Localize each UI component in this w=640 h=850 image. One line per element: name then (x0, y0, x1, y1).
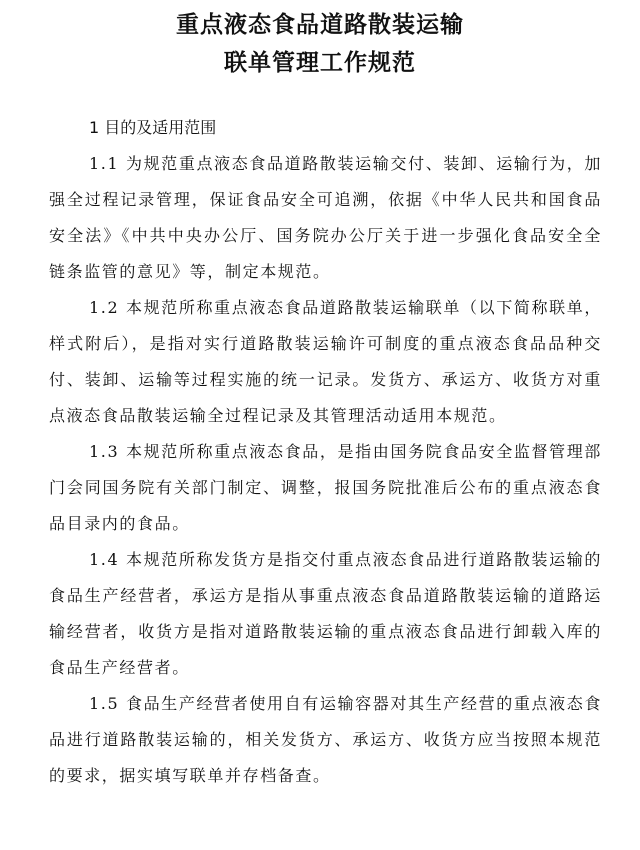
paragraph-1-3: 1.3 本规范所称重点液态食品，是指由国务院食品安全监督管理部门会同国务院有关部门制定、调整，报国务院批准后公布的重点液态食品目录内的食品。 (49, 442, 602, 533)
document-title (0, 6, 640, 82)
title-line-1: 重点液态食品道路散装运输 (176, 12, 464, 38)
paragraph-1-5: 1.5 食品生产经营者使用自有运输容器对其生产经营的重点液态食品进行道路散装运输的，相关发货方、承运方、收货方应当按照本规范的要求，据实填写联单并存档备查。 (49, 694, 602, 785)
section-heading: 1 目的及适用范围 (89, 118, 217, 137)
paragraph-1-2: 1.2 本规范所称重点液态食品道路散装运输联单（以下简称联单，样式附后），是指对实行道路散装运输许可制度的重点液态食品品种交付、装卸、运输等过程实施的统一记录。发货方、承运方、收货方对重点液态食品散装运输全过程记录及其管理活动适用本规范。 (49, 298, 602, 425)
paragraph-1-1: 1.1 为规范重点液态食品道路散装运输交付、装卸、运输行为，加强全过程记录管理，保证食品安全可追溯，依据《中华人民共和国食品安全法》《中共中央办公厅、国务院办公厅关于进一步强化食品安全全链条监管的意见》等，制定本规范。 (49, 154, 602, 281)
paragraph-1-4: 1.4 本规范所称发货方是指交付重点液态食品进行道路散装运输的食品生产经营者，承运方是指从事重点液态食品道路散装运输的道路运输经营者，收货方是指对道路散装运输的重点液态食品进行卸载入库的食品生产经营者。 (49, 550, 602, 677)
title-line-2: 联单管理工作规范 (224, 50, 416, 76)
document-body (49, 110, 602, 794)
